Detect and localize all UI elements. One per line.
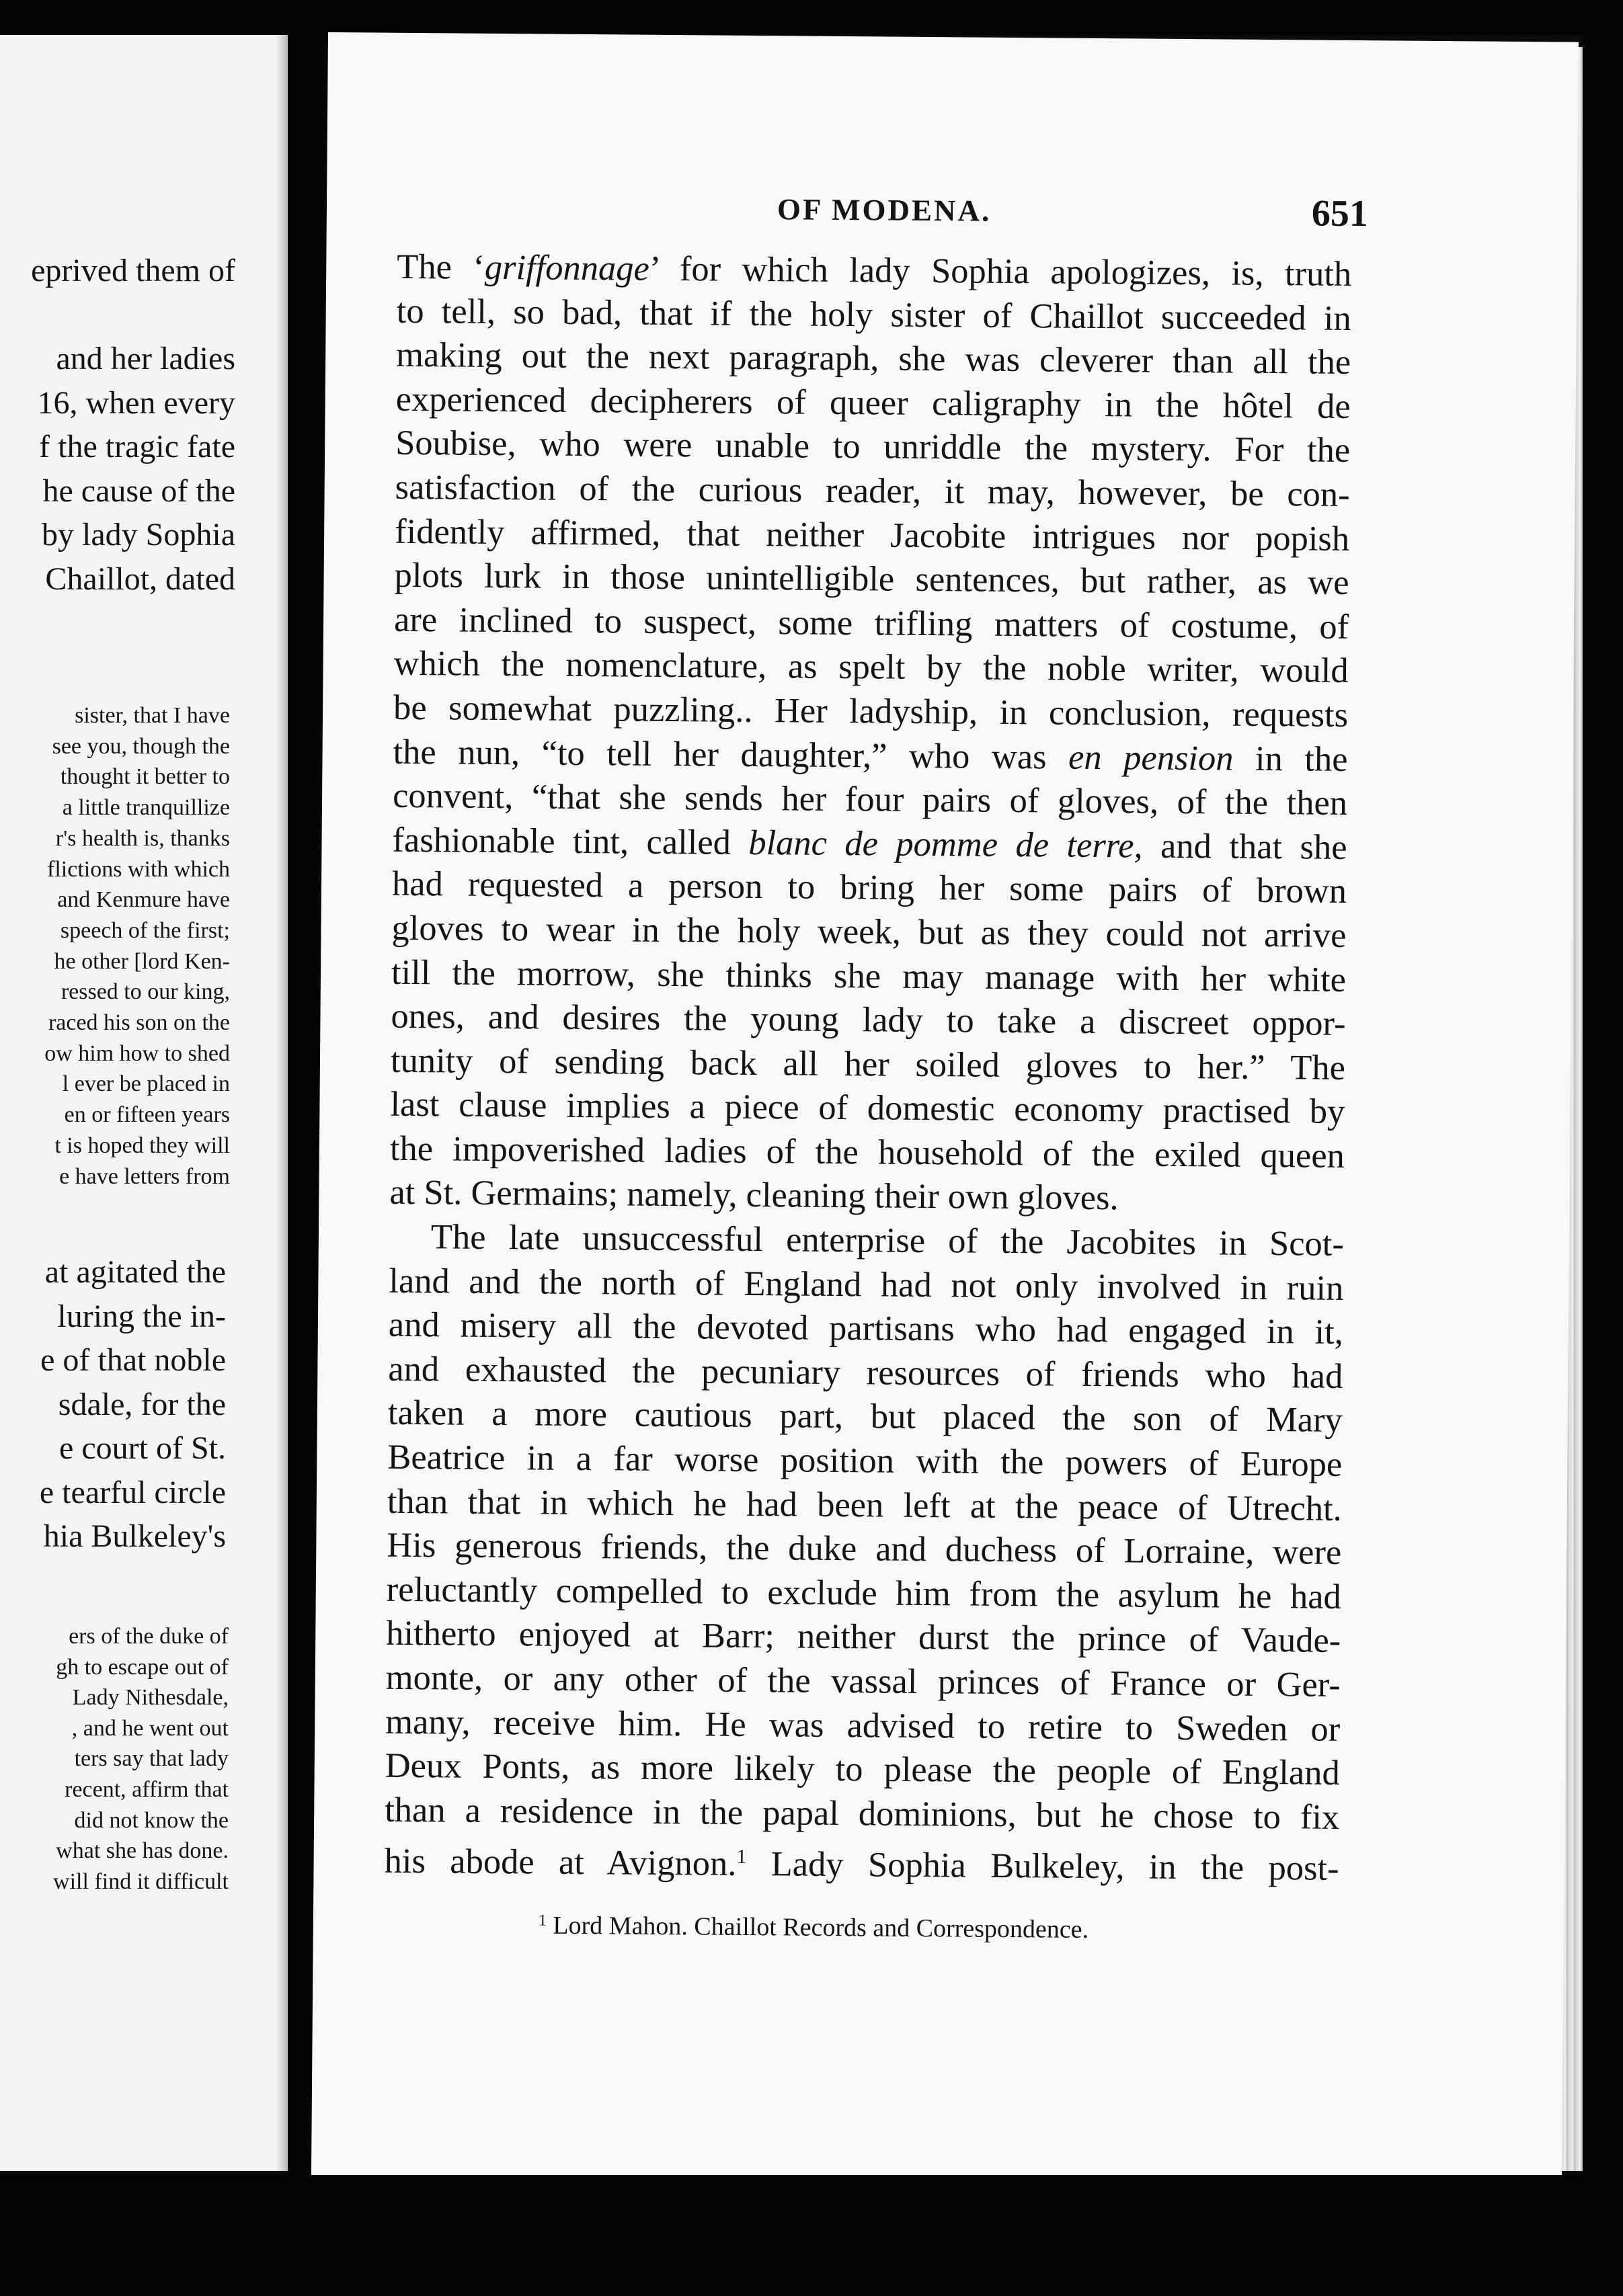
text-line bbox=[385, 1744, 1339, 1796]
gutter-shadow bbox=[276, 35, 288, 2171]
text-run: 1 bbox=[736, 1846, 747, 1869]
footnote-marker: 1 bbox=[538, 1912, 547, 1930]
page-body-text bbox=[384, 245, 1352, 1889]
text-line: speech of the first; bbox=[60, 917, 230, 943]
text-run: Lady Sophia Bulkeley, in the post- bbox=[746, 1844, 1339, 1889]
text-line: see you, though the bbox=[52, 733, 230, 759]
left-page-footnotes-2 bbox=[0, 1621, 229, 1897]
text-run: convent, “that she sends her four pairs of gloves, of the then bbox=[392, 776, 1348, 823]
text-run: and misery all the devoted partisans who had engaged in it, bbox=[388, 1305, 1344, 1352]
text-run: gloves to wear in the holy week, but as they could not arrive bbox=[391, 908, 1347, 955]
left-page-footnotes bbox=[0, 700, 230, 1192]
text-run: experienced decipherers of queer caligraphy in the hôtel de bbox=[395, 379, 1351, 426]
text-line bbox=[387, 1436, 1342, 1487]
text-run: The late unsuccessful enterprise of the Jacobites in Scot- bbox=[430, 1217, 1345, 1264]
text-run: hitherto enjoyed at Barr; neither durst the prince of Vaude- bbox=[386, 1614, 1341, 1661]
text-line: at agitated the bbox=[44, 1254, 226, 1290]
text-line bbox=[387, 1568, 1341, 1620]
text-run: reluctantly compelled to exclude him from the asylum he had bbox=[386, 1569, 1341, 1616]
text-line bbox=[395, 378, 1350, 429]
text-line: e have letters from bbox=[59, 1163, 230, 1189]
text-line: gh to escape out of bbox=[56, 1654, 229, 1680]
text-line: eprived them of bbox=[31, 253, 235, 288]
text-line: flictions with which bbox=[47, 856, 230, 882]
text-line: he cause of the bbox=[42, 473, 235, 509]
scan-border-top bbox=[0, 0, 1623, 35]
text-line: , and he went out bbox=[71, 1715, 229, 1741]
text-line bbox=[396, 333, 1351, 385]
text-run: Deux Ponts, as more likely to please the people of England bbox=[385, 1746, 1340, 1793]
text-line bbox=[389, 1215, 1344, 1267]
text-line: ow him how to shed bbox=[44, 1040, 230, 1066]
text-run: are inclined to suspect, some trifling matters of costume, of bbox=[393, 600, 1349, 647]
text-run: than a residence in the papal dominions, but he chose to fix bbox=[385, 1790, 1340, 1837]
text-line: will find it difficult bbox=[53, 1869, 229, 1894]
text-line bbox=[389, 1171, 1344, 1223]
text-line bbox=[389, 1303, 1343, 1355]
text-line bbox=[395, 421, 1350, 473]
text-run: satisfaction of the curious reader, it may, however, be con- bbox=[395, 467, 1350, 514]
left-page-body-text bbox=[0, 249, 235, 601]
text-line: sister, that I have bbox=[75, 703, 230, 728]
text-line: a little tranquillize bbox=[62, 795, 230, 821]
text-line: f the tragic fate bbox=[39, 429, 235, 464]
text-line: and her ladies bbox=[56, 341, 235, 376]
text-run: at St. Germains; namely, cleaning their own gloves. bbox=[389, 1173, 1119, 1218]
text-run: land and the north of England had not only involved in ruin bbox=[389, 1261, 1344, 1308]
text-run: many, receive him. He was advised to retire to Sweden or bbox=[385, 1702, 1341, 1749]
text-line bbox=[391, 950, 1346, 1002]
text-line bbox=[386, 1656, 1341, 1708]
text-line: ers of the duke of bbox=[69, 1624, 229, 1649]
text-line bbox=[392, 819, 1347, 870]
text-line bbox=[393, 774, 1347, 826]
text-line bbox=[390, 1083, 1345, 1135]
text-line bbox=[395, 509, 1349, 561]
text-run: The ‘ bbox=[397, 247, 485, 287]
text-run: taken a more cautious part, but placed the son of Mary bbox=[387, 1393, 1343, 1440]
text-run: to tell, so bad, that if the holy sister of Chaillot succeeded in bbox=[396, 291, 1351, 338]
text-run: Soubise, who were unable to unriddle the mystery. For the bbox=[395, 423, 1351, 470]
left-facing-page bbox=[0, 35, 288, 2171]
text-run: and exhausted the pecuniary resources of friends who had bbox=[388, 1349, 1343, 1396]
text-line bbox=[388, 1348, 1343, 1399]
right-page bbox=[311, 32, 1579, 2186]
footnote bbox=[539, 1911, 1089, 1944]
text-line bbox=[391, 1038, 1345, 1090]
text-line: Lady Nithesdale, bbox=[72, 1685, 229, 1711]
scan-border-bottom bbox=[0, 2175, 1623, 2296]
footnote-text: Lord Mahon. Chaillot Records and Correspondence. bbox=[553, 1911, 1089, 1944]
scan-border-right bbox=[1583, 0, 1623, 2296]
text-line bbox=[397, 245, 1351, 297]
text-run: and that she bbox=[1142, 826, 1347, 867]
text-run: fidently affirmed, that neither Jacobite intrigues nor popish bbox=[394, 511, 1350, 559]
text-line: recent, affirm that bbox=[65, 1776, 229, 1802]
text-line: ters say that lady bbox=[74, 1746, 229, 1772]
text-run: last clause implies a piece of domestic economy practised by bbox=[390, 1085, 1345, 1132]
text-line bbox=[394, 598, 1349, 650]
text-line bbox=[393, 730, 1347, 782]
text-run: in the bbox=[1233, 739, 1348, 779]
text-line bbox=[394, 554, 1349, 606]
text-line: and Kenmure have bbox=[57, 887, 230, 913]
text-run: had requested a person to bring her some pairs of brown bbox=[391, 864, 1347, 911]
text-run: till the morrow, she thinks she may manage with her white bbox=[391, 952, 1347, 999]
text-run: tunity of sending back all her soiled gloves to her.” The bbox=[390, 1040, 1346, 1088]
text-line: by lady Sophia bbox=[42, 517, 235, 552]
text-run: fashionable tint, called bbox=[392, 820, 749, 862]
text-run: making out the next paragraph, she was cleverer than all the bbox=[396, 335, 1351, 382]
text-run: be somewhat puzzling.. Her ladyship, in conclusion, requests bbox=[393, 688, 1349, 735]
text-line: en or fifteen years bbox=[64, 1102, 230, 1128]
text-line: luring the in- bbox=[57, 1298, 226, 1334]
text-run: the nun, “to tell her daughter,” who was bbox=[393, 732, 1069, 777]
text-run: ones, and desires the young lady to take a discreet oppor- bbox=[391, 996, 1346, 1044]
text-line: e tearful circle bbox=[39, 1474, 226, 1510]
running-head-title: OF MODENA. bbox=[777, 192, 992, 228]
text-line bbox=[384, 1832, 1339, 1889]
text-line bbox=[387, 1524, 1341, 1575]
text-line: he other [lord Ken- bbox=[54, 948, 230, 974]
text-line: did not know the bbox=[74, 1807, 229, 1833]
running-head bbox=[327, 188, 1369, 235]
page-number: 651 bbox=[1311, 192, 1369, 235]
text-run: griffonnage bbox=[484, 247, 650, 288]
text-line bbox=[393, 642, 1348, 694]
text-line bbox=[392, 862, 1347, 914]
text-line bbox=[389, 1259, 1343, 1311]
text-line: what she has done. bbox=[56, 1838, 229, 1864]
text-run: plots lurk in those unintelligible sentences, but rather, as we bbox=[394, 555, 1349, 603]
text-line bbox=[391, 995, 1345, 1047]
text-run: monte, or any other of the vassal princes of France or Ger- bbox=[385, 1657, 1341, 1705]
text-line bbox=[393, 686, 1348, 738]
text-run: His generous friends, the duke and duchess of Lorraine, were bbox=[387, 1525, 1342, 1573]
text-line: l ever be placed in bbox=[62, 1071, 230, 1097]
text-line: r's health is, thanks bbox=[55, 825, 230, 851]
text-run: his abode at Avignon. bbox=[384, 1842, 737, 1884]
text-line bbox=[387, 1479, 1342, 1531]
text-line bbox=[385, 1789, 1339, 1840]
text-line: t is hoped they will bbox=[54, 1133, 230, 1158]
text-line: 16, when every bbox=[37, 384, 235, 421]
text-line: ressed to our king, bbox=[61, 979, 230, 1005]
text-line: e of that noble bbox=[40, 1342, 226, 1378]
text-run: which the nomenclature, as spelt by the noble writer, would bbox=[393, 644, 1349, 691]
text-line bbox=[396, 289, 1351, 341]
text-line: raced his son on the bbox=[48, 1010, 230, 1036]
text-line: Chaillot, dated bbox=[45, 561, 235, 597]
text-line: thought it better to bbox=[60, 764, 230, 790]
text-line: hia Bulkeley's bbox=[43, 1518, 226, 1554]
left-page-body-text-2 bbox=[0, 1250, 226, 1559]
text-run: the impoverished ladies of the household of the exiled queen bbox=[389, 1129, 1345, 1176]
text-run: Beatrice in a far worse position with the powers of Europe bbox=[387, 1437, 1343, 1484]
text-line bbox=[385, 1700, 1340, 1752]
text-run: en pension bbox=[1068, 737, 1234, 778]
text-line bbox=[386, 1612, 1341, 1664]
text-line: e court of St. bbox=[59, 1430, 226, 1466]
text-line bbox=[390, 1127, 1345, 1179]
text-line bbox=[395, 466, 1349, 518]
text-run: ’ for which lady Sophia apologizes, is, truth bbox=[649, 249, 1352, 294]
text-run: blanc de pomme de terre, bbox=[748, 823, 1143, 866]
text-line bbox=[391, 907, 1346, 958]
text-line: sdale, for the bbox=[58, 1386, 226, 1422]
text-run: than that in which he had been left at the peace of Utrecht. bbox=[387, 1481, 1343, 1528]
text-line bbox=[0, 293, 235, 337]
text-line bbox=[388, 1391, 1343, 1443]
